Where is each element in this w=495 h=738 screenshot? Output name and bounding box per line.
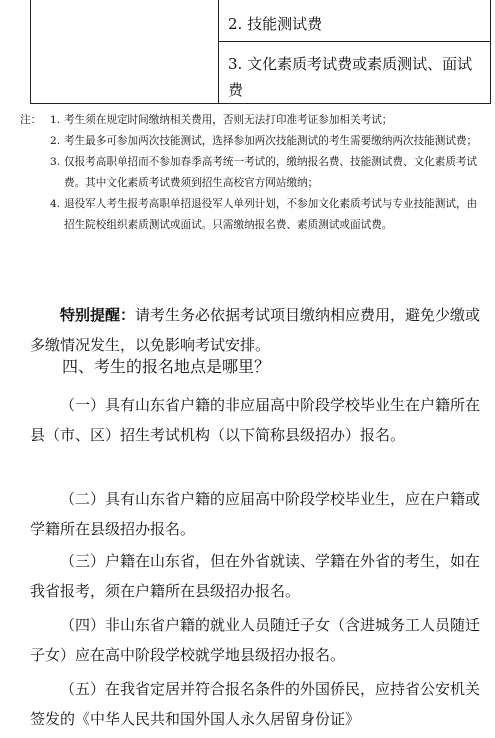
table-cell-skill-fee: 2. 技能测试费 <box>228 15 323 33</box>
note-text: 考生须在规定时间缴纳相关费用，否则无法打印准考证参加相关考试； <box>64 114 393 126</box>
paragraph: （四）非山东省户籍的就业人员随迁子女（含进城务工人员随迁子女）应在高中阶段学校就学地县级招办报名。 <box>30 616 481 664</box>
note-item <box>20 110 482 131</box>
note-item <box>42 152 482 194</box>
reminder-label: 特别提醒： <box>60 306 136 324</box>
paragraph: （二）具有山东省户籍的应届高中阶段学校毕业生，应在户籍或学籍所在县级招办报名。 <box>30 490 481 538</box>
special-reminder <box>30 300 482 360</box>
note-text: 仅报考高职单招而不参加春季高考统一考试的，缴纳报名费、技能测试费、文化素质考试费。其中文化素质考试费须到招生高校官方网站缴纳； <box>64 156 478 189</box>
fee-table <box>30 0 491 104</box>
paragraph: （五）在我省定居并符合报名条件的外国侨民，应持省公安机关签发的《中华人民共和国外国人永久居留身份证》 <box>30 680 481 728</box>
note-number: 4. <box>50 198 61 210</box>
section-title: 四、考生的报名地点是哪里？ <box>62 357 271 376</box>
table-cell-culture-fee: 3. 文化素质考试费或素质测试、面试费 <box>228 55 473 99</box>
note-lead: 注： <box>20 114 42 126</box>
note-number: 3. <box>50 156 61 168</box>
note-item <box>42 194 482 236</box>
reminder-text: 请考生务必依据考试项目缴纳相应费用，避免少缴或多缴情况发生，以免影响考试安排。 <box>30 306 481 354</box>
note-text: 考生最多可参加两次技能测试，选择参加两次技能测试的考生需要缴纳两次技能测试费； <box>64 135 478 147</box>
notes-block <box>20 110 482 236</box>
note-number: 1. <box>50 114 61 126</box>
note-number: 2. <box>50 135 61 147</box>
table-divider-horizontal <box>219 41 490 42</box>
paragraph: （一）具有山东省户籍的非应届高中阶段学校毕业生在户籍所在县（市、区）招生考试机构（以下简称县级招办）报名。 <box>30 396 481 444</box>
paragraph: （三）户籍在山东省，但在外省就读、学籍在外省的考生，如在我省报考，须在户籍所在县级招办报名。 <box>30 552 481 600</box>
table-divider-vertical <box>218 0 219 103</box>
note-item <box>42 131 482 152</box>
note-text: 退役军人考生报考高职单招退役军人单列计划，不参加文化素质考试与专业技能测试，由招生院校组织素质测试或面试。只需缴纳报名费、素质测试或面试费。 <box>64 198 478 231</box>
